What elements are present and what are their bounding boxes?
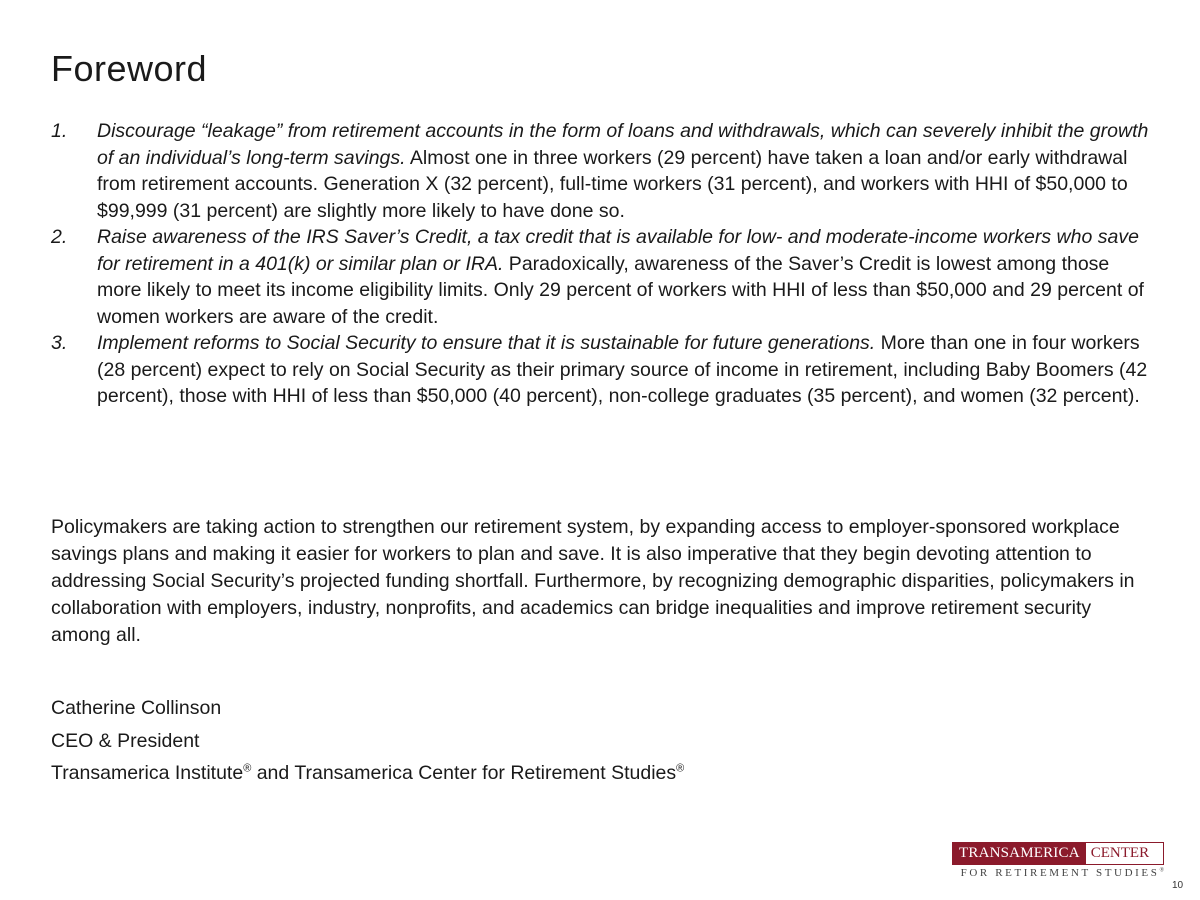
logo-subtitle [952, 867, 1164, 879]
transamerica-center-logo [952, 842, 1164, 879]
org-name-center: and Transamerica Center for Retirement Studies [251, 762, 677, 784]
page-title: Foreword [51, 48, 208, 89]
recommendation-body: More than one in four workers (28 percent) expect to rely on Social Security as their primary source of income in retirement, including Baby Boomers (42 percent), those with HHI of less than $50,000 (40 percent), non-college graduates (35 percent), and women (32 percent). [97, 332, 1148, 407]
signature-name: Catherine Collinson [51, 697, 222, 719]
recommendation-number: 2. [51, 226, 68, 248]
recommendation-body: Almost one in three workers (29 percent) have taken a loan and/or early withdrawal from retirement accounts. Generation X (32 percent), full-time workers (31 percent), and workers with HHI of $50,000 to $99,999 (31 percent) are slightly more likely to have done so. [97, 146, 1128, 222]
closing-paragraph: Policymakers are taking action to strengthen our retirement system, by expanding access to employer-sponsored workplace savings plans and making it easier for workers to plan and save. It is also imperative that they begin devoting attention to addressing Social Security’s projected funding shortfall. Furthermore, by recognizing demographic disparities, policymakers in collaboration with employers, industry, nonprofits, and academics can bridge inequalities and improve retirement security among all. [51, 516, 1135, 646]
recommendation-item [51, 118, 1151, 224]
recommendation-body: Paradoxically, awareness of the Saver’s Credit is lowest among those more likely to meet its income eligibility limits. Only 29 percent of workers with HHI of less than $50,000 and 29 percent of women workers are aware of the credit. [97, 252, 1144, 328]
signature-role: CEO & President [51, 729, 200, 752]
recommendation-number: 1. [51, 120, 68, 142]
recommendation-lead: Raise awareness of the IRS Saver’s Credit, a tax credit that is available for low- and moderate-income workers who save for retirement in a 401(k) or similar plan or IRA. [97, 226, 1139, 275]
org-name-institute: Transamerica Institute [51, 762, 244, 784]
logo-registered-mark: ® [1159, 867, 1164, 874]
recommendations-list [51, 118, 1151, 410]
recommendation-lead: Implement reforms to Social Security to ensure that it is sustainable for future generations. [97, 332, 876, 354]
signature-organization [51, 757, 684, 790]
registered-mark: ® [243, 762, 252, 775]
logo-center-text: CENTER [1086, 843, 1153, 864]
recommendation-number: 3. [51, 332, 68, 354]
signature-block [51, 692, 684, 790]
recommendation-lead: Discourage “leakage” from retirement accounts in the form of loans and withdrawals, which can severely inhibit the growth of an individual’s long-term savings. [97, 120, 1149, 169]
recommendation-item [51, 330, 1151, 410]
recommendation-item [51, 224, 1151, 330]
registered-mark: ® [676, 762, 685, 775]
logo-subtitle-text: FOR RETIREMENT STUDIES [960, 867, 1160, 879]
logo-brand-text: TRANSAMERICA [953, 843, 1086, 864]
logo-wordmark [952, 842, 1164, 865]
page-number: 10 [1172, 880, 1184, 891]
